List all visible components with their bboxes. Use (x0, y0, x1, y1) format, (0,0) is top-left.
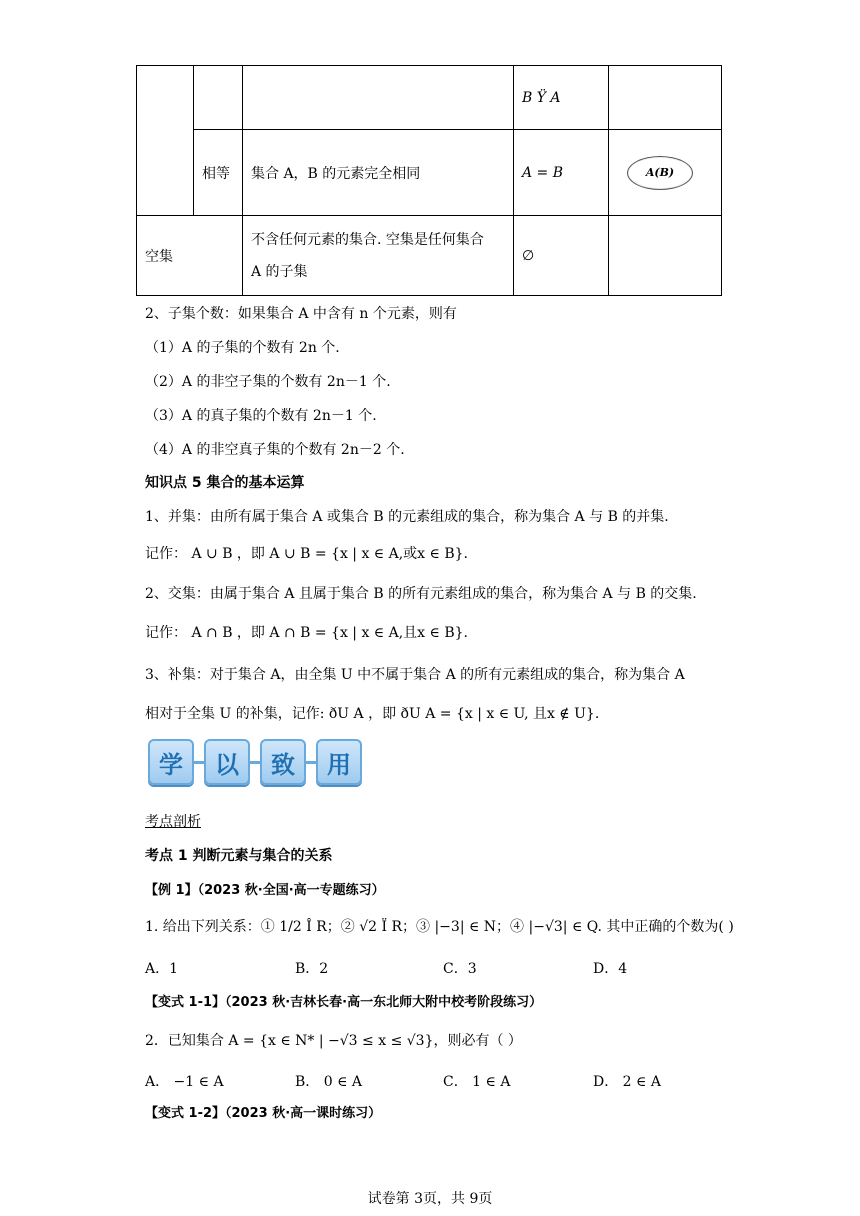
intersection-definition: 2、交集：由属于集合 A 且属于集合 B 的所有元素组成的集合，称为集合 A 与 B 的交集. (145, 586, 697, 602)
study-banner (148, 739, 362, 785)
option: D． 2 ∈ A (593, 1074, 661, 1090)
intersection-notation: 记作： A ∩ B ，即 A ∩ B = {x | x ∈ A,且x ∈ B}. (145, 625, 468, 641)
subset-count-item: （3）A 的真子集的个数有 2n－1 个. (145, 408, 377, 424)
option: C． 1 ∈ A (443, 1074, 511, 1090)
variant-tag: 【变式 1-2】（2023 秋·高一课时练习） (145, 1106, 382, 1121)
subset-count-item: （2）A 的非空子集的个数有 2n－1 个. (145, 374, 391, 390)
option: B．2 (295, 961, 329, 977)
table-cell-empty (243, 66, 514, 130)
table-cell-empty (609, 216, 722, 296)
option: B． 0 ∈ A (295, 1074, 363, 1090)
complement-definition: 3、补集：对于集合 A，由全集 U 中不属于集合 A 的所有元素组成的集合，称为集合 A (145, 667, 685, 683)
table-cell-empty (609, 66, 722, 130)
table-cell-empty (137, 66, 194, 216)
table-cell-empty (194, 66, 243, 130)
table-cell-relation: B Ÿ A (514, 66, 609, 130)
option: A．1 (145, 961, 179, 977)
union-notation: 记作： A ∪ B ，即 A ∪ B = {x | x ∈ A,或x ∈ B}. (145, 546, 468, 562)
question-2: 2．已知集合 A = {x ∈ N* | −√3 ≤ x ≤ √3}，则必有（ ） (145, 1033, 522, 1049)
union-definition: 1、并集：由所有属于集合 A 或集合 B 的元素组成的集合，称为集合 A 与 B 的并集. (145, 509, 669, 525)
section-title: 知识点 5 集合的基本运算 (145, 475, 305, 491)
table-cell-empty-set-desc: 不含任何元素的集合. 空集是任何集合 A 的子集 (243, 216, 514, 296)
banner-tile: 用 (316, 739, 362, 785)
page-footer: 试卷第 3页，共 9页 (367, 1191, 493, 1207)
subset-count-intro: 2、子集个数：如果集合 A 中含有 n 个元素，则有 (145, 306, 457, 322)
complement-notation: 相对于全集 U 的补集，记作: ðU A ，即 ðU A = {x | x ∈ U, 且x ∉ U}. (145, 706, 600, 722)
question-1: 1. 给出下列关系：① 1/2 Î R；② √2 Ï R；③ |−3| ∈ N；④ |−√3| ∈ Q. 其中正确的个数为( ) (145, 919, 734, 935)
table-cell-empty-set-name: 空集 (137, 216, 243, 296)
venn-ellipse-diagram: A(B) (627, 156, 693, 190)
example-tag: 【例 1】（2023 秋·全国·高一专题练习） (145, 883, 385, 898)
option: C．3 (443, 961, 477, 977)
subset-relation-table (136, 65, 722, 296)
banner-tile: 以 (204, 739, 250, 785)
subset-count-item: （4）A 的非空真子集的个数有 2n－2 个. (145, 442, 405, 458)
table-cell-equal-desc: 集合 A，B 的元素完全相同 (243, 130, 514, 216)
table-cell-empty-set-notation: ∅ (514, 216, 609, 296)
table-cell-equal-diagram (609, 130, 722, 216)
option: D．4 (593, 961, 628, 977)
banner-tile: 学 (148, 739, 194, 785)
variant-tag: 【变式 1-1】（2023 秋·吉林长春·高一东北师大附中校考阶段练习） (145, 995, 543, 1010)
point-title: 考点 1 判断元素与集合的关系 (145, 848, 333, 864)
table-cell-equal-name: 相等 (194, 130, 243, 216)
option: A． −1 ∈ A (145, 1074, 224, 1090)
analysis-title: 考点剖析 (145, 814, 201, 830)
table-cell-equal-notation: A = B (514, 130, 609, 216)
subset-count-item: （1）A 的子集的个数有 2n 个. (145, 340, 340, 356)
banner-tile: 致 (260, 739, 306, 785)
